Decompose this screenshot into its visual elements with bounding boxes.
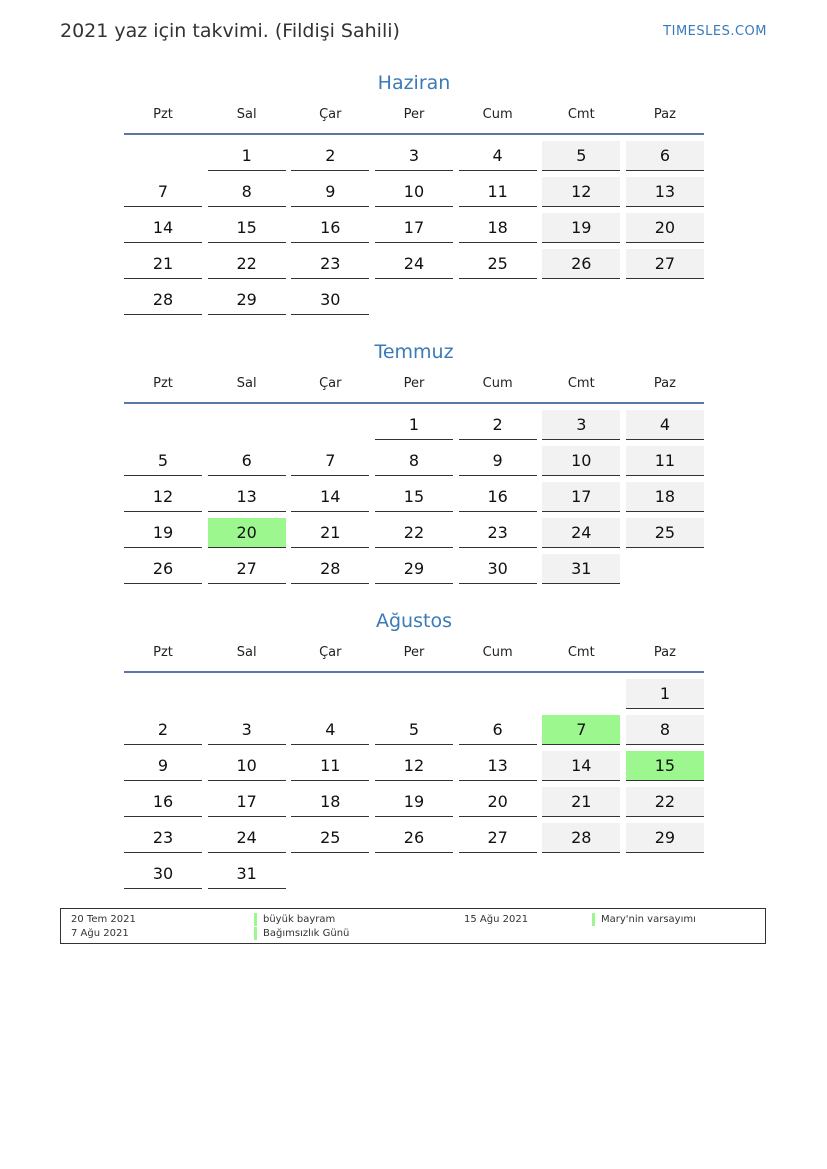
day-cell: 7 — [291, 446, 369, 476]
day-cell: 29 — [626, 823, 704, 853]
day-cell: 5 — [542, 141, 620, 171]
day-cell: 20 — [459, 787, 537, 817]
day-cell: 24 — [208, 823, 286, 853]
weekday-header — [124, 107, 704, 135]
day-cell: 19 — [124, 518, 202, 548]
day-cell: 5 — [124, 446, 202, 476]
day-cell: 7 — [124, 177, 202, 207]
day-cell: 9 — [291, 177, 369, 207]
weekday-label: Sal — [236, 645, 257, 660]
weekday-label: Çar — [319, 107, 342, 122]
weekday-label: Cmt — [567, 376, 595, 391]
holiday-day-cell: 15 — [626, 751, 704, 781]
day-cell: 14 — [124, 213, 202, 243]
day-cell: 24 — [375, 249, 453, 279]
page-title: 2021 yaz için takvimi. (Fildişi Sahili) — [60, 20, 400, 42]
day-cell: 12 — [542, 177, 620, 207]
day-cell: 31 — [542, 554, 620, 584]
empty-cell — [124, 410, 202, 440]
day-cell: 17 — [542, 482, 620, 512]
day-cell: 28 — [291, 554, 369, 584]
empty-cell — [208, 679, 286, 709]
day-cell: 22 — [375, 518, 453, 548]
day-cell: 14 — [542, 751, 620, 781]
day-cell: 1 — [375, 410, 453, 440]
day-cell: 21 — [542, 787, 620, 817]
day-cell: 16 — [459, 482, 537, 512]
day-cell: 17 — [208, 787, 286, 817]
day-cell: 13 — [208, 482, 286, 512]
day-cell: 15 — [208, 213, 286, 243]
day-cell: 11 — [626, 446, 704, 476]
day-cell: 8 — [208, 177, 286, 207]
holiday-legend — [60, 908, 766, 944]
month-name: Haziran — [377, 72, 451, 94]
day-grid — [124, 141, 704, 315]
day-cell: 5 — [375, 715, 453, 745]
weekday-label: Cum — [482, 645, 513, 660]
day-cell: 28 — [124, 285, 202, 315]
empty-cell — [542, 679, 620, 709]
legend-date: 15 Ağu 2021 — [464, 914, 529, 925]
day-cell: 16 — [291, 213, 369, 243]
weekday-label: Pzt — [153, 376, 173, 391]
day-cell: 19 — [542, 213, 620, 243]
empty-cell — [375, 679, 453, 709]
day-cell: 22 — [208, 249, 286, 279]
holiday-day-cell: 7 — [542, 715, 620, 745]
month-name: Temmuz — [374, 341, 454, 363]
day-cell: 3 — [208, 715, 286, 745]
weekday-header — [124, 376, 704, 404]
day-cell: 26 — [542, 249, 620, 279]
day-cell: 27 — [208, 554, 286, 584]
weekday-label: Per — [403, 107, 425, 122]
weekday-label: Çar — [319, 376, 342, 391]
legend-holiday-name: Mary'nin varsayımı — [592, 913, 696, 926]
legend-holiday-name: Bağımsızlık Günü — [254, 927, 349, 940]
day-cell: 1 — [208, 141, 286, 171]
weekday-label: Pzt — [153, 645, 173, 660]
holiday-day-cell: 20 — [208, 518, 286, 548]
day-cell: 30 — [459, 554, 537, 584]
day-cell: 9 — [459, 446, 537, 476]
day-cell: 18 — [459, 213, 537, 243]
day-grid — [124, 679, 704, 889]
empty-cell — [291, 679, 369, 709]
day-cell: 10 — [542, 446, 620, 476]
day-cell: 13 — [626, 177, 704, 207]
day-cell: 6 — [208, 446, 286, 476]
weekday-label: Paz — [653, 107, 676, 122]
day-cell: 25 — [459, 249, 537, 279]
day-cell: 18 — [291, 787, 369, 817]
weekday-label: Cum — [482, 107, 513, 122]
day-cell: 10 — [208, 751, 286, 781]
day-cell: 19 — [375, 787, 453, 817]
day-cell: 6 — [459, 715, 537, 745]
day-cell: 2 — [291, 141, 369, 171]
empty-cell — [124, 679, 202, 709]
day-cell: 30 — [124, 859, 202, 889]
day-cell: 30 — [291, 285, 369, 315]
month-july — [124, 338, 704, 584]
day-cell: 26 — [375, 823, 453, 853]
day-cell: 20 — [626, 213, 704, 243]
brand-link[interactable]: TIMESLES.COM — [663, 24, 767, 39]
day-cell: 24 — [542, 518, 620, 548]
empty-cell — [291, 410, 369, 440]
day-cell: 4 — [459, 141, 537, 171]
day-cell: 31 — [208, 859, 286, 889]
day-cell: 21 — [291, 518, 369, 548]
day-cell: 3 — [375, 141, 453, 171]
day-cell: 22 — [626, 787, 704, 817]
month-august — [124, 607, 704, 889]
day-cell: 26 — [124, 554, 202, 584]
day-cell: 16 — [124, 787, 202, 817]
weekday-label: Paz — [653, 645, 676, 660]
day-cell: 3 — [542, 410, 620, 440]
day-cell: 4 — [291, 715, 369, 745]
legend-date: 7 Ağu 2021 — [71, 928, 129, 939]
day-cell: 8 — [375, 446, 453, 476]
day-cell: 10 — [375, 177, 453, 207]
day-cell: 11 — [459, 177, 537, 207]
day-cell: 28 — [542, 823, 620, 853]
legend-holiday-name: büyük bayram — [254, 913, 335, 926]
empty-cell — [459, 679, 537, 709]
day-cell: 13 — [459, 751, 537, 781]
day-cell: 4 — [626, 410, 704, 440]
month-june — [124, 69, 704, 315]
legend-date: 20 Tem 2021 — [71, 914, 136, 925]
day-cell: 21 — [124, 249, 202, 279]
weekday-label: Pzt — [153, 107, 173, 122]
weekday-label: Cmt — [567, 645, 595, 660]
weekday-label: Paz — [653, 376, 676, 391]
empty-cell — [208, 410, 286, 440]
weekday-label: Per — [403, 376, 425, 391]
day-cell: 14 — [291, 482, 369, 512]
day-cell: 12 — [124, 482, 202, 512]
weekday-label: Sal — [236, 376, 257, 391]
month-name: Ağustos — [376, 610, 452, 632]
day-cell: 25 — [626, 518, 704, 548]
weekday-label: Cum — [482, 376, 513, 391]
day-cell: 9 — [124, 751, 202, 781]
day-cell: 15 — [375, 482, 453, 512]
weekday-header — [124, 645, 704, 673]
day-cell: 29 — [208, 285, 286, 315]
day-cell: 8 — [626, 715, 704, 745]
day-cell: 6 — [626, 141, 704, 171]
day-cell: 23 — [459, 518, 537, 548]
weekday-label: Per — [403, 645, 425, 660]
day-cell: 17 — [375, 213, 453, 243]
weekday-label: Cmt — [567, 107, 595, 122]
day-cell: 2 — [124, 715, 202, 745]
day-cell: 27 — [459, 823, 537, 853]
day-cell: 23 — [124, 823, 202, 853]
day-cell: 18 — [626, 482, 704, 512]
day-cell: 29 — [375, 554, 453, 584]
day-grid — [124, 410, 704, 584]
day-cell: 12 — [375, 751, 453, 781]
day-cell: 11 — [291, 751, 369, 781]
empty-cell — [124, 141, 202, 171]
day-cell: 23 — [291, 249, 369, 279]
weekday-label: Çar — [319, 645, 342, 660]
day-cell: 27 — [626, 249, 704, 279]
day-cell: 1 — [626, 679, 704, 709]
day-cell: 2 — [459, 410, 537, 440]
day-cell: 25 — [291, 823, 369, 853]
weekday-label: Sal — [236, 107, 257, 122]
